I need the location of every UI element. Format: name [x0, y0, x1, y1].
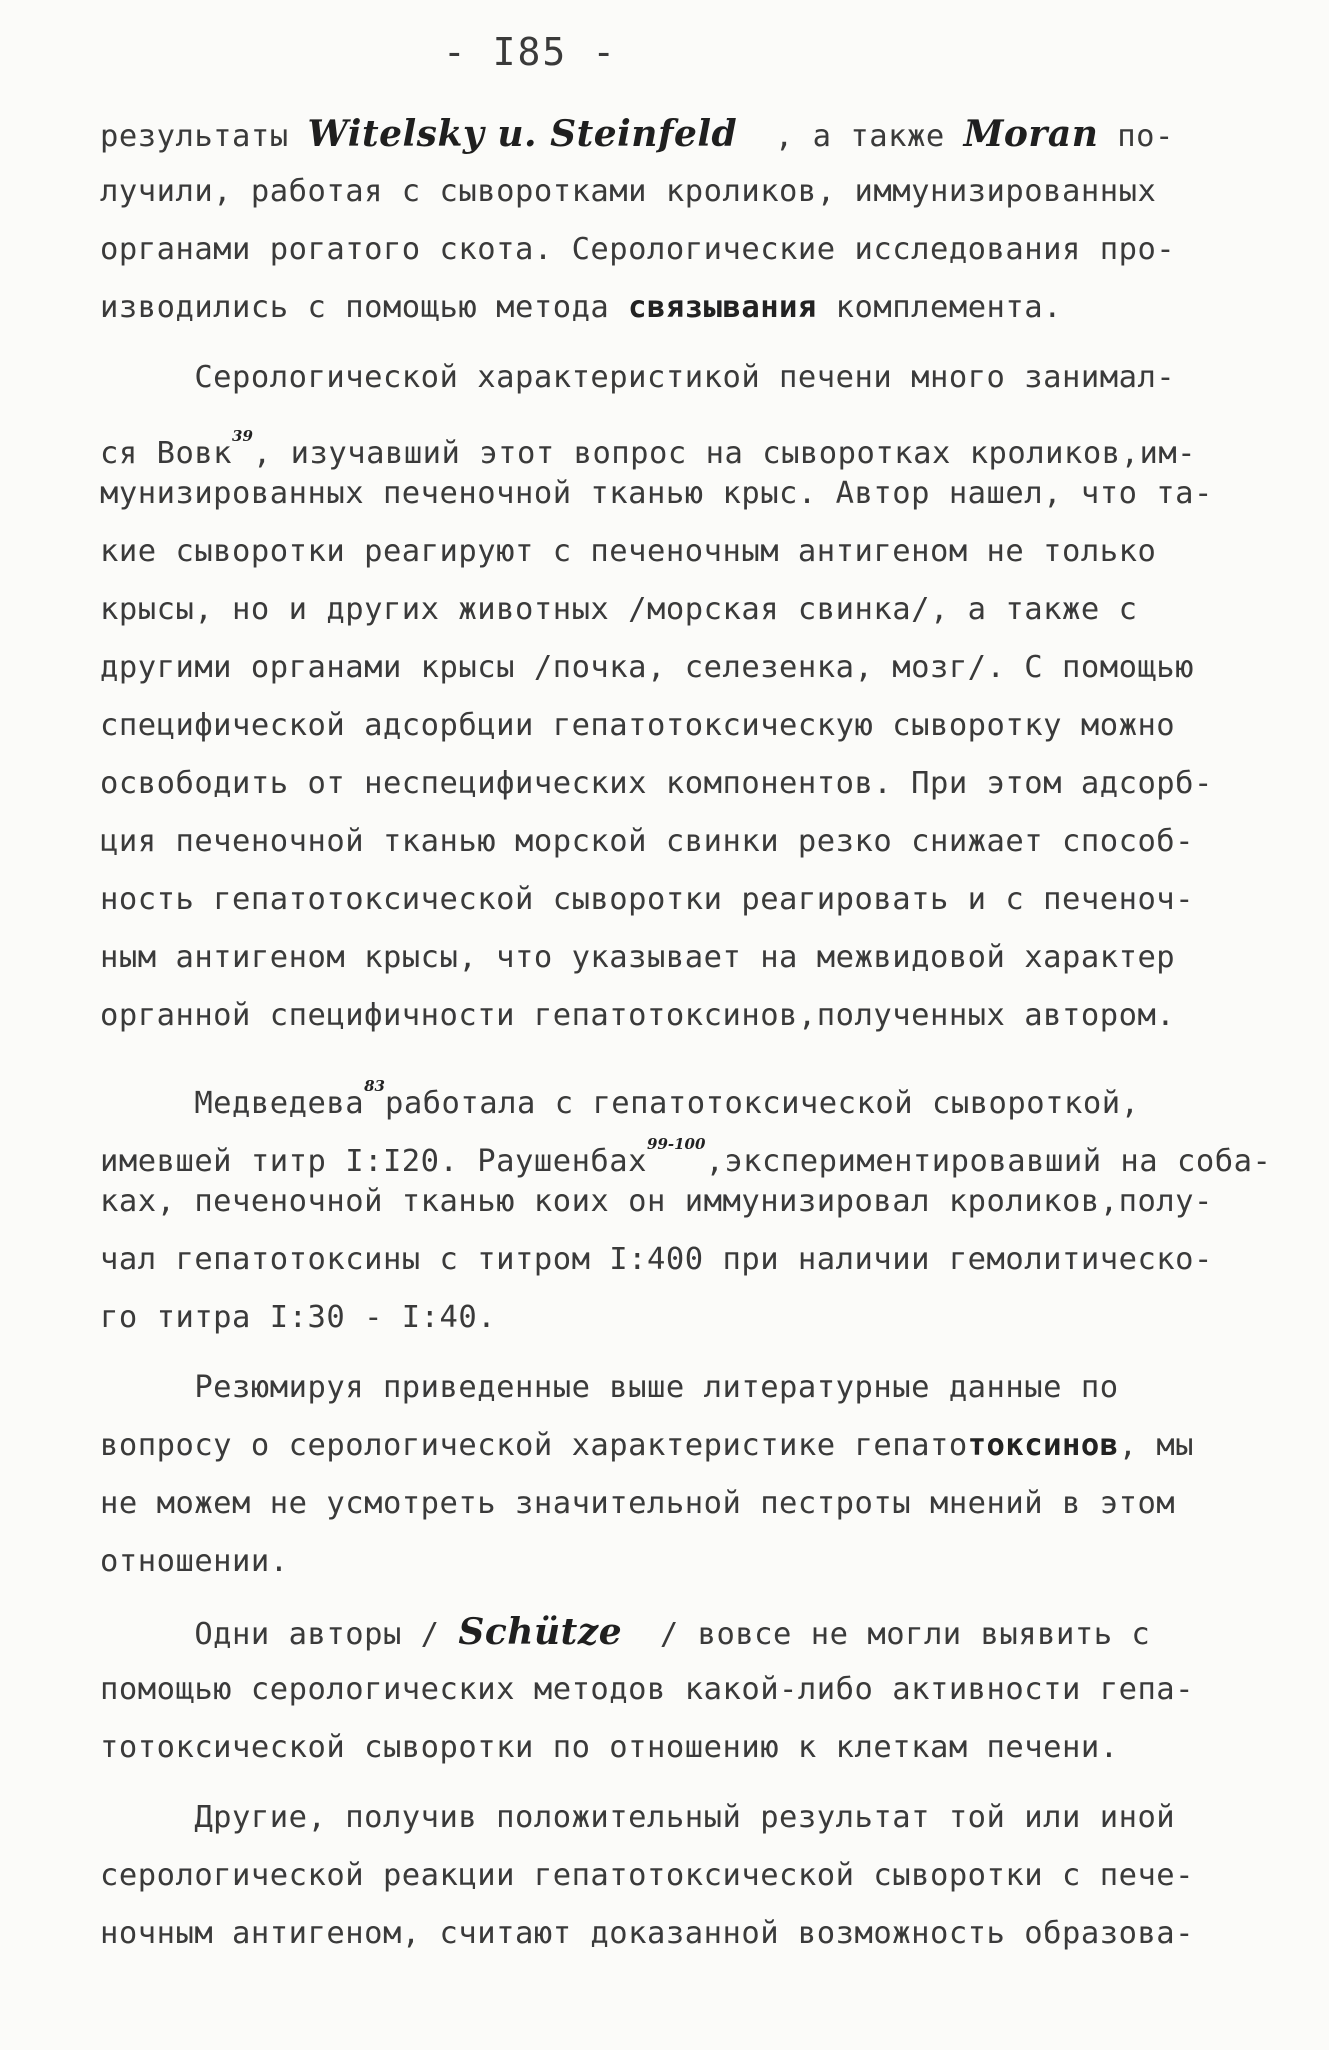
paragraph-gap: [100, 1347, 1230, 1359]
typed-text: вопросу о серологической характеристике гепато: [100, 1428, 968, 1463]
text-line: [100, 279, 1230, 337]
paragraph-gap: [100, 1777, 1230, 1789]
text-line: [100, 1231, 1230, 1289]
typed-text: ность гепатотоксической сыворотки реагировать и с печеноч-: [100, 882, 1195, 917]
text-line: [100, 813, 1230, 871]
text-line: [100, 755, 1230, 813]
text-line: [100, 1603, 1230, 1661]
text-line: [100, 523, 1230, 581]
text-line: [100, 1289, 1230, 1347]
typed-text: по-: [1098, 119, 1174, 154]
text-line: [100, 1789, 1230, 1847]
typed-text: лучили, работая с сыворотками кроликов, иммунизированных: [100, 174, 1157, 209]
typed-text: ках, печеночной тканью коих он иммунизировал кроликов,полу-: [100, 1184, 1213, 1219]
typed-text: го титра I:30 - I:40.: [100, 1300, 497, 1335]
typed-text: крысы, но и других животных /морская свинка/, а также с: [100, 592, 1138, 627]
typed-text: серологической реакции гепатотоксической сыворотки с пече-: [100, 1858, 1195, 1893]
text-line: [100, 1359, 1230, 1417]
typed-text: / вовсе не могли выявить с: [622, 1617, 1151, 1652]
text-line: [100, 1533, 1230, 1591]
text-line: [100, 929, 1230, 987]
typed-text: ночным антигеном, считают доказанной возможность образова-: [100, 1916, 1195, 1951]
text-line: [100, 1417, 1230, 1475]
typed-text: Другие, получив положительный результат той или иной: [100, 1800, 1176, 1835]
text-line: [100, 871, 1230, 929]
typed-text: Одни авторы /: [100, 1617, 459, 1652]
overtyped-text: токсинов: [967, 1428, 1119, 1463]
text-line: [100, 1719, 1230, 1777]
typed-text: , изучавший этот вопрос на сыворотках кроликов,им-: [252, 436, 1197, 471]
paragraph-gap: [100, 1045, 1230, 1057]
typed-text: Медведева: [100, 1086, 365, 1121]
reference-superscript: 39: [232, 427, 253, 445]
text-line: [100, 1475, 1230, 1533]
typed-text: тотоксической сыворотки по отношению к клеткам печени.: [100, 1730, 1119, 1765]
typed-text: изводились с помощью метода: [100, 290, 629, 325]
typed-text: органами рогатого скота. Серологические исследования про-: [100, 232, 1176, 267]
typed-text: имевшей титр I:I20. Раушенбах: [100, 1144, 648, 1179]
typed-text: помощью серологических методов какой-либо активности гепа-: [100, 1672, 1195, 1707]
handwritten-name: Schütze: [458, 1611, 623, 1653]
typed-text: результаты: [100, 119, 308, 154]
text-line: [100, 105, 1230, 163]
typed-text: Резюмируя приведенные выше литературные данные по: [100, 1370, 1119, 1405]
typed-text: другими органами крысы /почка, селезенка, мозг/. С помощью: [100, 650, 1195, 685]
text-line: [100, 1905, 1230, 1963]
text-line: [100, 697, 1230, 755]
typed-text: ,экспериментировавший на соба-: [705, 1144, 1272, 1179]
typed-text: , мы: [1118, 1428, 1195, 1463]
typed-text: органной специфичности гепатотоксинов,полученных автором.: [100, 998, 1176, 1033]
typed-text: ция печеночной тканью морской свинки резко снижает способ-: [100, 824, 1195, 859]
handwritten-name: Moran: [963, 113, 1099, 155]
typed-text: , а также: [737, 119, 964, 154]
page-number: - I85 -: [442, 30, 618, 74]
typed-text: отношении.: [100, 1544, 289, 1579]
text-line: [100, 581, 1230, 639]
paragraph-gap: [100, 337, 1230, 349]
typed-text: специфической адсорбции гепатотоксическую сыворотку можно: [100, 708, 1176, 743]
typed-text: Серологической характеристикой печени много занимал-: [100, 360, 1176, 395]
reference-superscript: 83: [364, 1077, 385, 1095]
typed-text: чал гепатотоксины с титром I:400 при наличии гемолитическо-: [100, 1242, 1213, 1277]
text-line: [100, 465, 1230, 523]
text-line: [100, 1661, 1230, 1719]
typed-text: работала с гепатотоксической сывороткой,: [384, 1086, 1140, 1121]
text-line: [100, 1115, 1272, 1179]
typed-text: комплемента.: [816, 290, 1063, 325]
typed-text: не можем не усмотреть значительной пестроты мнений в этом: [100, 1486, 1176, 1521]
typed-text: мунизированных печеночной тканью крыс. Автор нашел, что та-: [100, 476, 1213, 511]
typed-text: кие сыворотки реагируют с печеночным антигеном не только: [100, 534, 1157, 569]
typed-text: ся Вовк: [100, 436, 233, 471]
text-line: [100, 639, 1230, 697]
typed-text: освободить от неспецифических компонентов. При этом адсорб-: [100, 766, 1213, 801]
handwritten-name: Witelsky u. Steinfeld: [307, 113, 738, 155]
text-line: [100, 987, 1230, 1045]
paragraph-gap: [100, 1591, 1230, 1603]
reference-superscript: 99-100: [647, 1135, 706, 1153]
text-line: [100, 1057, 1230, 1121]
text-line: [100, 407, 1230, 471]
text-line: [100, 1173, 1230, 1231]
text-line: [100, 221, 1230, 279]
document-body: [100, 105, 1272, 1963]
text-line: [100, 349, 1230, 407]
text-line: [100, 163, 1230, 221]
typed-text: ным антигеном крысы, что указывает на межвидовой характер: [100, 940, 1176, 975]
text-line: [100, 1847, 1230, 1905]
overtyped-text: связывания: [628, 290, 817, 325]
